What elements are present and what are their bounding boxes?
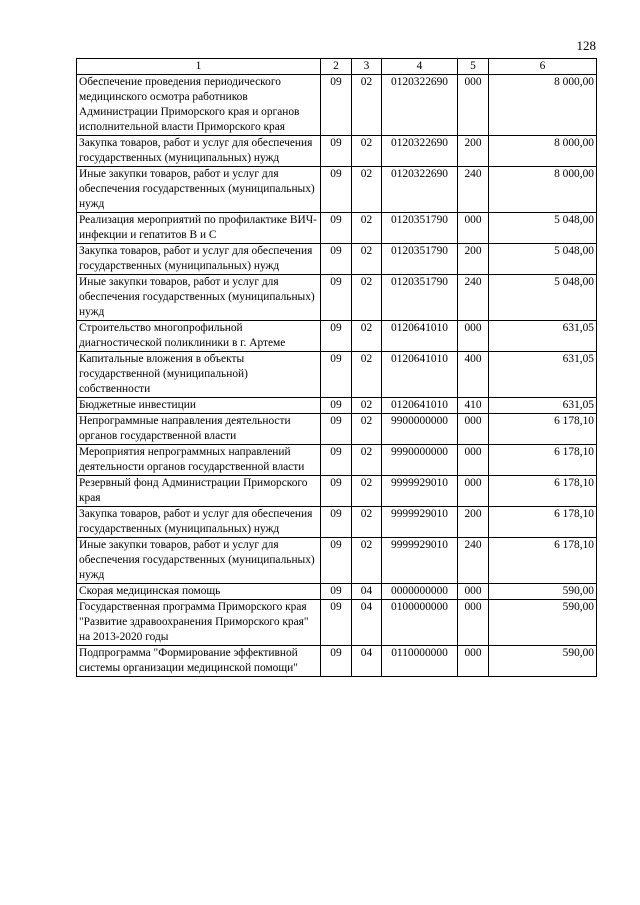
row-sum: 6 178,10 <box>489 414 597 445</box>
header-row <box>77 59 597 75</box>
row-sum: 590,00 <box>489 646 597 677</box>
row-subsection-code: 02 <box>352 476 382 507</box>
header-col-4: 4 <box>382 59 458 75</box>
row-name: Мероприятия непрограммных направлений деятельности органов государственной власти <box>77 445 321 476</box>
row-sum: 6 178,10 <box>489 538 597 584</box>
row-name: Иные закупки товаров, работ и услуг для обеспечения государственных (муниципальных) нужд <box>77 538 321 584</box>
table-row <box>77 213 597 244</box>
header-col-3: 3 <box>352 59 382 75</box>
row-section-code: 09 <box>321 476 352 507</box>
header-col-5: 5 <box>458 59 489 75</box>
row-section-code: 09 <box>321 414 352 445</box>
row-target-code: 9990000000 <box>382 445 458 476</box>
table-row <box>77 167 597 213</box>
row-name: Иные закупки товаров, работ и услуг для обеспечения государственных (муниципальных) нужд <box>77 167 321 213</box>
row-name: Обеспечение проведения периодического медицинского осмотра работников Администрации Приморского края и органов исполнительной власти Приморского края <box>77 75 321 136</box>
row-target-code: 9999929010 <box>382 507 458 538</box>
row-name: Резервный фонд Администрации Приморского края <box>77 476 321 507</box>
row-name: Иные закупки товаров, работ и услуг для обеспечения государственных (муниципальных) нужд <box>77 275 321 321</box>
row-subsection-code: 02 <box>352 414 382 445</box>
header-col-2: 2 <box>321 59 352 75</box>
page-number: 128 <box>576 38 596 53</box>
row-section-code: 09 <box>321 244 352 275</box>
row-expense-type-code: 400 <box>458 352 489 398</box>
row-subsection-code: 04 <box>352 600 382 646</box>
row-target-code: 0120322690 <box>382 167 458 213</box>
table-row <box>77 321 597 352</box>
table-body <box>77 75 597 677</box>
row-section-code: 09 <box>321 213 352 244</box>
row-expense-type-code: 200 <box>458 244 489 275</box>
row-sum: 590,00 <box>489 584 597 600</box>
row-subsection-code: 02 <box>352 136 382 167</box>
table-row <box>77 352 597 398</box>
table-row <box>77 75 597 136</box>
row-target-code: 0120641010 <box>382 352 458 398</box>
row-section-code: 09 <box>321 507 352 538</box>
row-section-code: 09 <box>321 584 352 600</box>
row-subsection-code: 02 <box>352 398 382 414</box>
row-target-code: 9999929010 <box>382 538 458 584</box>
row-subsection-code: 02 <box>352 244 382 275</box>
row-name: Закупка товаров, работ и услуг для обеспечения государственных (муниципальных) нужд <box>77 136 321 167</box>
row-subsection-code: 02 <box>352 352 382 398</box>
row-name: Закупка товаров, работ и услуг для обеспечения государственных (муниципальных) нужд <box>77 244 321 275</box>
table-row <box>77 538 597 584</box>
row-sum: 8 000,00 <box>489 75 597 136</box>
table-row <box>77 646 597 677</box>
row-subsection-code: 02 <box>352 167 382 213</box>
row-section-code: 09 <box>321 445 352 476</box>
row-sum: 6 178,10 <box>489 476 597 507</box>
row-name: Скорая медицинская помощь <box>77 584 321 600</box>
table-row <box>77 600 597 646</box>
row-section-code: 09 <box>321 275 352 321</box>
row-expense-type-code: 000 <box>458 445 489 476</box>
row-target-code: 0120641010 <box>382 321 458 352</box>
row-sum: 631,05 <box>489 321 597 352</box>
row-name: Бюджетные инвестиции <box>77 398 321 414</box>
row-expense-type-code: 200 <box>458 136 489 167</box>
row-sum: 5 048,00 <box>489 244 597 275</box>
row-sum: 6 178,10 <box>489 445 597 476</box>
row-target-code: 0120351790 <box>382 244 458 275</box>
row-target-code: 0120351790 <box>382 213 458 244</box>
row-name: Подпрограмма "Формирование эффективной системы организации медицинской помощи" <box>77 646 321 677</box>
row-section-code: 09 <box>321 136 352 167</box>
row-name: Капитальные вложения в объекты государственной (муниципальной) собственности <box>77 352 321 398</box>
row-expense-type-code: 000 <box>458 75 489 136</box>
table-row <box>77 244 597 275</box>
row-name: Строительство многопрофильной диагностической поликлиники в г. Артеме <box>77 321 321 352</box>
row-sum: 5 048,00 <box>489 275 597 321</box>
row-sum: 6 178,10 <box>489 507 597 538</box>
row-target-code: 0120322690 <box>382 75 458 136</box>
row-subsection-code: 02 <box>352 213 382 244</box>
row-target-code: 0000000000 <box>382 584 458 600</box>
row-sum: 8 000,00 <box>489 136 597 167</box>
row-target-code: 9900000000 <box>382 414 458 445</box>
table-row <box>77 445 597 476</box>
table-row <box>77 584 597 600</box>
row-section-code: 09 <box>321 538 352 584</box>
row-expense-type-code: 000 <box>458 646 489 677</box>
row-sum: 8 000,00 <box>489 167 597 213</box>
row-subsection-code: 02 <box>352 75 382 136</box>
row-target-code: 0110000000 <box>382 646 458 677</box>
row-target-code: 9999929010 <box>382 476 458 507</box>
row-name: Реализация мероприятий по профилактике ВИЧ-инфекции и гепатитов В и С <box>77 213 321 244</box>
header-col-6: 6 <box>489 59 597 75</box>
row-subsection-code: 02 <box>352 275 382 321</box>
row-section-code: 09 <box>321 646 352 677</box>
budget-table <box>76 58 597 677</box>
row-expense-type-code: 410 <box>458 398 489 414</box>
row-sum: 590,00 <box>489 600 597 646</box>
row-subsection-code: 02 <box>352 321 382 352</box>
row-expense-type-code: 240 <box>458 275 489 321</box>
row-subsection-code: 02 <box>352 507 382 538</box>
row-expense-type-code: 000 <box>458 213 489 244</box>
row-section-code: 09 <box>321 398 352 414</box>
row-section-code: 09 <box>321 167 352 213</box>
row-expense-type-code: 000 <box>458 600 489 646</box>
row-sum: 5 048,00 <box>489 213 597 244</box>
header-col-1: 1 <box>77 59 321 75</box>
row-expense-type-code: 000 <box>458 476 489 507</box>
row-section-code: 09 <box>321 321 352 352</box>
row-target-code: 0100000000 <box>382 600 458 646</box>
row-section-code: 09 <box>321 600 352 646</box>
table-row <box>77 476 597 507</box>
table-row <box>77 136 597 167</box>
table-row <box>77 414 597 445</box>
row-name: Закупка товаров, работ и услуг для обеспечения государственных (муниципальных) нужд <box>77 507 321 538</box>
row-target-code: 0120641010 <box>382 398 458 414</box>
row-subsection-code: 04 <box>352 584 382 600</box>
row-subsection-code: 02 <box>352 445 382 476</box>
row-expense-type-code: 240 <box>458 538 489 584</box>
row-section-code: 09 <box>321 75 352 136</box>
row-expense-type-code: 000 <box>458 584 489 600</box>
row-expense-type-code: 200 <box>458 507 489 538</box>
row-sum: 631,05 <box>489 398 597 414</box>
row-expense-type-code: 000 <box>458 321 489 352</box>
table-row <box>77 275 597 321</box>
table-row <box>77 507 597 538</box>
row-sum: 631,05 <box>489 352 597 398</box>
row-name: Государственная программа Приморского края "Развитие здравоохранения Приморского края" на 2013-2020 годы <box>77 600 321 646</box>
row-target-code: 0120322690 <box>382 136 458 167</box>
row-name: Непрограммные направления деятельности органов государственной власти <box>77 414 321 445</box>
row-subsection-code: 04 <box>352 646 382 677</box>
row-subsection-code: 02 <box>352 538 382 584</box>
row-section-code: 09 <box>321 352 352 398</box>
row-target-code: 0120351790 <box>382 275 458 321</box>
table-row <box>77 398 597 414</box>
row-expense-type-code: 240 <box>458 167 489 213</box>
row-expense-type-code: 000 <box>458 414 489 445</box>
